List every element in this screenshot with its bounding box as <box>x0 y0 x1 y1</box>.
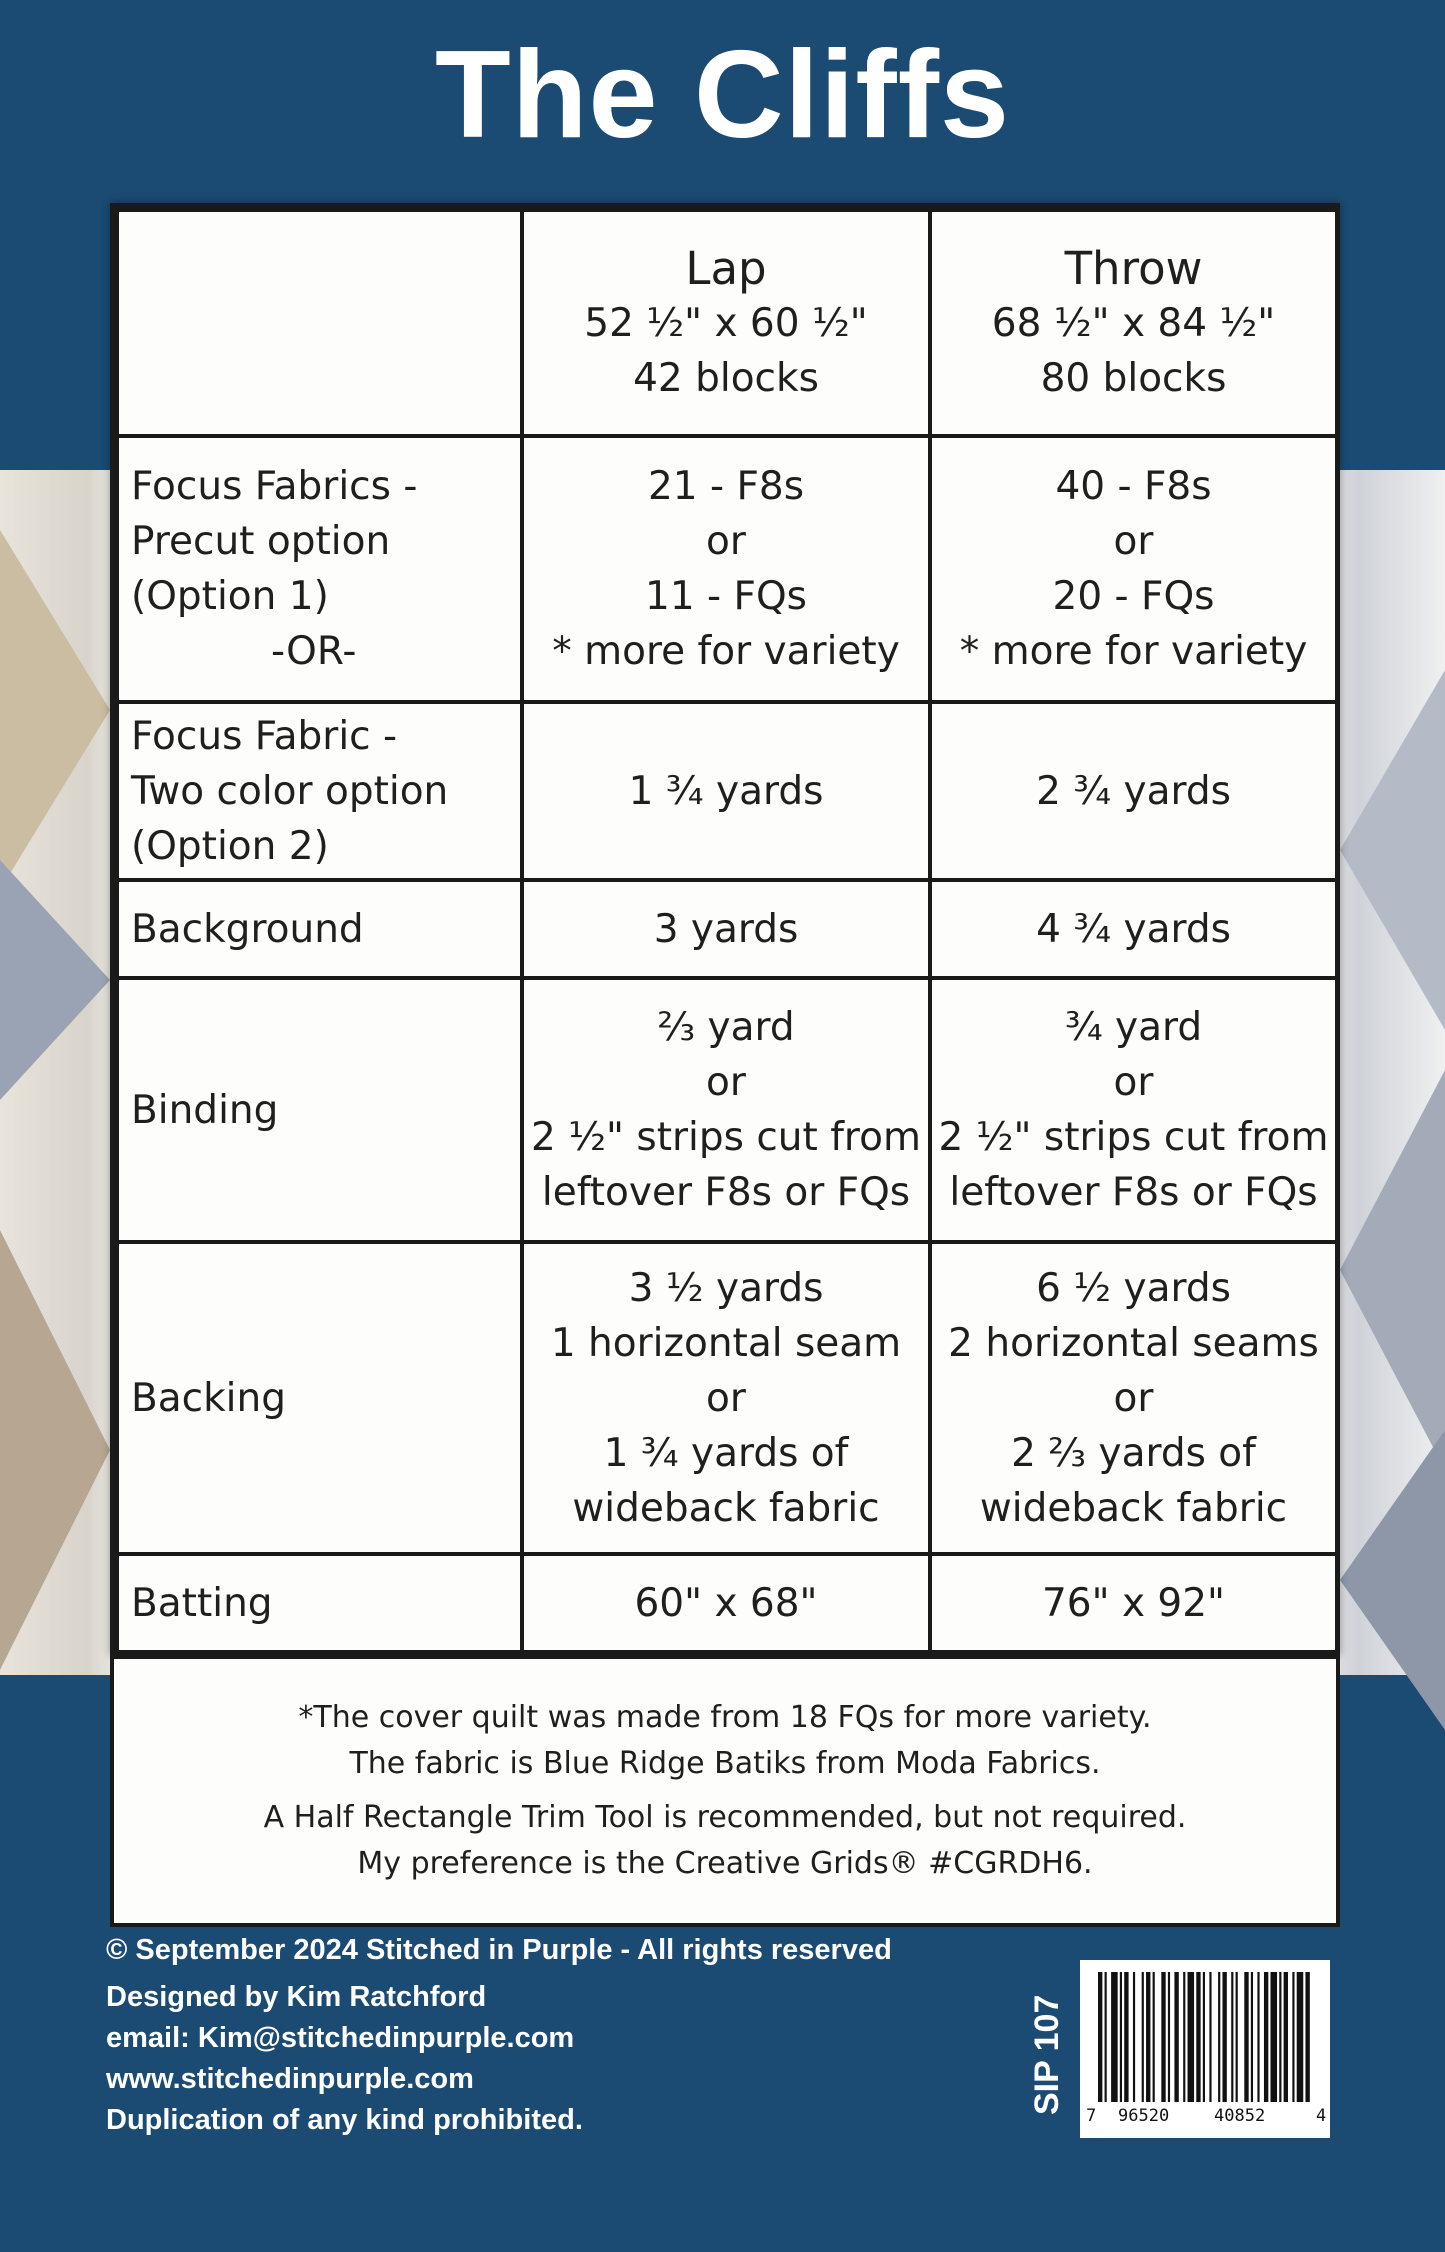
lap-binding: ⅔ yard or 2 ½" strips cut from leftover F8s or FQs <box>522 978 930 1242</box>
header-lap <box>522 210 930 436</box>
lap-blocks: 42 blocks <box>633 355 819 401</box>
barcode-bar <box>1257 1972 1259 2102</box>
fabric-requirements-table <box>110 203 1340 1655</box>
website: www.stitchedinpurple.com <box>106 2063 474 2095</box>
notes-panel <box>110 1655 1340 1927</box>
quilt-triangle <box>1340 1430 1445 1730</box>
lap-size: 52 ½" x 60 ½" <box>584 300 868 346</box>
barcode-bar <box>1264 1972 1268 2102</box>
barcode-bars <box>1098 1972 1312 2102</box>
row-label-focus-two-color: Focus Fabric - Two color option (Option 2) <box>117 702 522 880</box>
barcode-bar <box>1161 1972 1165 2102</box>
quilt-triangle <box>1340 1070 1445 1470</box>
barcode-bar <box>1236 1972 1238 2102</box>
row-label-binding: Binding <box>117 978 522 1242</box>
throw-batting: 76" x 92" <box>930 1554 1337 1652</box>
row-label-focus-precut: Focus Fabrics - Precut option (Option 1) -OR- <box>117 436 522 702</box>
barcode-bar <box>1231 1972 1233 2102</box>
barcode-bar <box>1284 1972 1288 2102</box>
barcode-bar <box>1297 1972 1304 2102</box>
note-line: My preference is the Creative Grids® #CGRDH6. <box>357 1846 1093 1881</box>
table-row <box>117 1554 1337 1652</box>
header-row <box>117 210 1337 436</box>
designer: Designed by Kim Ratchford <box>106 1981 487 2013</box>
barcode-group-1: 96520 <box>1118 2106 1170 2126</box>
quilt-triangle <box>0 860 110 1100</box>
barcode-bar <box>1203 1972 1205 2102</box>
note-line: The fabric is Blue Ridge Batiks from Moda Fabrics. <box>349 1746 1101 1781</box>
footer-info <box>106 1930 892 2141</box>
barcode <box>1080 1960 1330 2138</box>
barcode-bar <box>1168 1972 1170 2102</box>
note-line: A Half Rectangle Trim Tool is recommended, but not required. <box>263 1800 1187 1835</box>
barcode-bar <box>1292 1972 1294 2102</box>
barcode-bar <box>1124 1972 1128 2102</box>
barcode-bar <box>1153 1972 1155 2102</box>
note-line: *The cover quilt was made from 18 FQs for more variety. <box>298 1700 1152 1735</box>
throw-blocks: 80 blocks <box>1040 355 1227 401</box>
barcode-bar <box>1111 1972 1118 2102</box>
throw-binding: ¾ yard or 2 ½" strips cut from leftover F8s or FQs <box>930 978 1337 1242</box>
barcode-bar <box>1120 1972 1122 2102</box>
table-row <box>117 436 1337 702</box>
barcode-group-2: 40852 <box>1214 2106 1266 2126</box>
row-label-background: Background <box>117 880 522 978</box>
barcode-bar <box>1218 1972 1220 2102</box>
barcode-bar <box>1133 1972 1135 2102</box>
barcode-bar <box>1105 1972 1107 2102</box>
throw-focus-precut: 40 - F8s or 20 - FQs * more for variety <box>930 436 1337 702</box>
barcode-bar <box>1183 1972 1185 2102</box>
barcode-bar <box>1251 1972 1253 2102</box>
barcode-digits <box>1086 2102 1326 2132</box>
lap-name: Lap <box>685 241 767 295</box>
barcode-bar <box>1196 1972 1200 2102</box>
barcode-bar <box>1188 1972 1195 2102</box>
throw-backing: 6 ½ yards 2 horizontal seams or 2 ⅔ yards of wideback fabric <box>930 1242 1337 1554</box>
header-empty-cell <box>117 210 522 436</box>
barcode-bar <box>1279 1972 1281 2102</box>
table-row <box>117 1242 1337 1554</box>
barcode-bar <box>1209 1972 1211 2102</box>
barcode-bar <box>1098 1972 1102 2102</box>
barcode-lead-digit: 7 <box>1086 2106 1097 2126</box>
barcode-bar <box>1305 1972 1309 2102</box>
barcode-bar <box>1244 1972 1248 2102</box>
barcode-check-digit: 4 <box>1316 2106 1327 2126</box>
lap-focus-two-color: 1 ¾ yards <box>522 702 930 880</box>
page-title: The Cliffs <box>435 26 1010 164</box>
throw-size: 68 ½" x 84 ½" <box>991 300 1276 346</box>
lap-focus-precut: 21 - F8s or 11 - FQs * more for variety <box>522 436 930 702</box>
lap-background: 3 yards <box>522 880 930 978</box>
table-row <box>117 702 1337 880</box>
quilt-triangle <box>0 530 110 890</box>
barcode-bar <box>1271 1972 1278 2102</box>
copyright: © September 2024 Stitched in Purple - All rights reserved <box>106 1934 892 1966</box>
header-throw <box>930 210 1337 436</box>
lap-batting: 60" x 68" <box>522 1554 930 1652</box>
table-row <box>117 978 1337 1242</box>
email: email: Kim@stitchedinpurple.com <box>106 2022 575 2054</box>
row-label-backing: Backing <box>117 1242 522 1554</box>
requirements-grid <box>115 208 1339 1654</box>
throw-name: Throw <box>1064 241 1203 295</box>
row-label-batting: Batting <box>117 1554 522 1652</box>
lap-backing: 3 ½ yards 1 horizontal seam or 1 ¾ yards of wideback fabric <box>522 1242 930 1554</box>
throw-focus-two-color: 2 ¾ yards <box>930 702 1337 880</box>
table-row <box>117 880 1337 978</box>
throw-background: 4 ¾ yards <box>930 880 1337 978</box>
barcode-bar <box>1174 1972 1178 2102</box>
barcode-bar <box>1146 1972 1150 2102</box>
duplication-notice: Duplication of any kind prohibited. <box>106 2104 583 2136</box>
sku-label: SIP 107 <box>1028 1994 1066 2116</box>
quilt-triangle <box>1340 670 1445 1030</box>
barcode-bar <box>1142 1972 1144 2102</box>
barcode-bar <box>1222 1972 1226 2102</box>
quilt-triangle <box>0 1230 110 1670</box>
